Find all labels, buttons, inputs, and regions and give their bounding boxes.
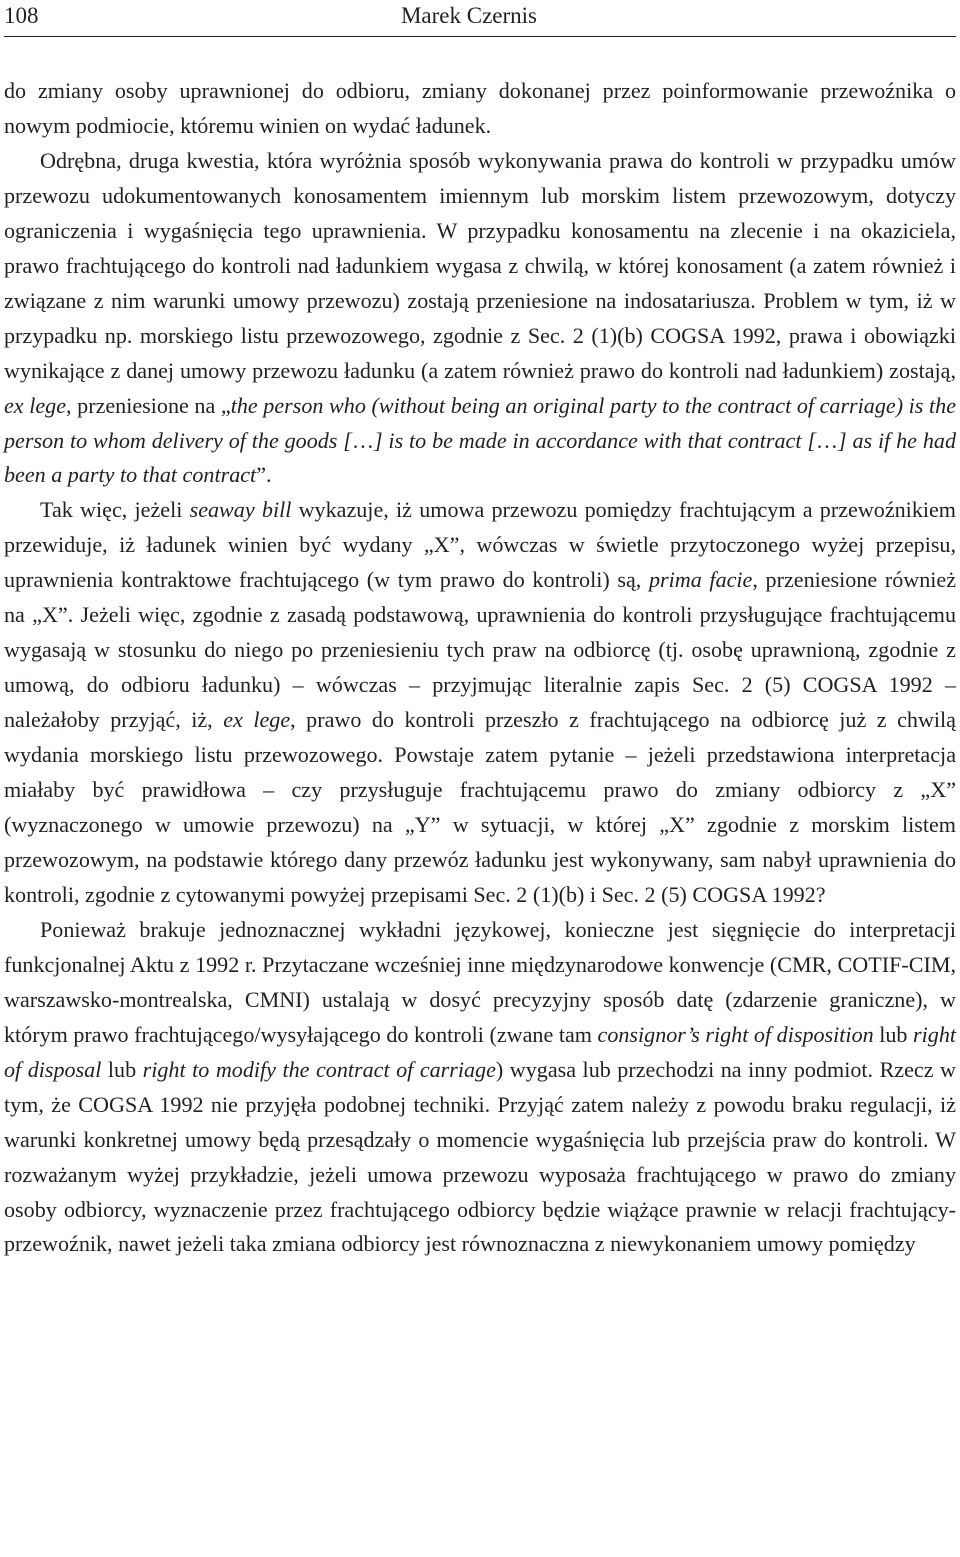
text-run: lub — [101, 1056, 143, 1082]
text-run: … — [815, 427, 839, 453]
paragraph — [4, 144, 956, 494]
italic-text: prima facie — [648, 567, 753, 593]
body-text — [4, 74, 956, 1262]
running-head — [4, 0, 956, 37]
text-run: Ponieważ brakuje jednoznacznej wykładni językowej, konieczne jest sięgnięcie do interpretacji funkcjonalnej Aktu z 1992 r. Przytaczane wcześniej inne międzynarodowe konwencje (CMR, COTIF-CIM, warszawsko-montrealska, CMNI) ustalają w dosyć precyzyjny sposób datę (zdarzenie graniczne), w którym prawo frachtującego/wysyłającego do kontroli (zwane tam — [4, 916, 956, 1047]
running-title: Marek Czernis — [400, 3, 538, 28]
italic-text: ex lege — [4, 392, 67, 418]
text-run: … — [351, 427, 374, 453]
italic-text: seaway bill — [189, 497, 292, 523]
text-run: , przeniesione również na „X”. Jeżeli więc, zgodnie z zasadą podstawową, uprawnienia do kontroli przysługujące frachtującemu wygasają w stosunku do niego po przeniesieniu tych praw na odbiorcę (tj. osobę uprawnioną, zgodnie z umową, do odbioru ładunku) – wówczas – przyjmując literalnie zapis Sec. 2 (5) COGSA 1992 – należałoby przyjąć, iż, — [4, 567, 957, 733]
text-run: , przeniesione na „ — [66, 392, 231, 418]
italic-text: ex lege — [223, 707, 291, 733]
text-run: ) wygasa lub przechodzi na inny podmiot. Rzecz w tym, że COGSA 1992 nie przyjęła podobnej techniki. Przyjąć zatem należy z powodu braku regulacji, iż warunki konkretnej umowy będą przesądzały o momencie wygaśnięcia lub przejścia praw do kontroli. W rozważanym wyżej przykładzie, jeżeli umowa przewozu wyposaża frachtującego w prawo do zmiany osoby odbiorcy, wyznaczenie przez frachtującego odbiorcy będzie wiążące prawnie w relacji frachtujący-przewoźnik, nawet jeżeli taka zmiana odbiorcy jest równoznaczna z niewykonaniem umowy pomiędzy — [4, 1056, 956, 1257]
paragraph — [4, 74, 956, 144]
page-number: 108 — [4, 3, 39, 28]
italic-text: ] as if he had been a party to that contract — [4, 427, 956, 488]
text-run: lub — [873, 1021, 914, 1047]
text-run: wykazuje, iż umowa przewozu pomiędzy frachtującym a przewoźnikiem przewiduje, iż ładunek winien być wydany „X”, wówczas w świetle przytoczonego wyżej przepisu, uprawnienia kontraktowe frachtującego (w tym prawo do kontroli) są, — [4, 497, 956, 593]
italic-text: right to modify the contract of carriage — [142, 1056, 496, 1082]
paragraph — [4, 913, 956, 1263]
italic-text: consignor’s right of disposition — [597, 1021, 874, 1047]
text-run: Odrębna, druga kwestia, która wyróżnia sposób wykonywania prawa do kontroli w przypadku umów przewozu udokumentowanych konosamentem imiennym lub morskim listem przewozowym, dotyczy ograniczenia i wygaśnięcia tego uprawnienia. W przypadku konosamentu na zlecenie i na okaziciela, prawo frachtującego do kontroli nad ładunkiem wygasa z chwilą, w której konosament (a zatem również i związane z nim warunki umowy przewozu) zostają przeniesione na indosatariusza. Problem w tym, iż w przypadku np. morskiego listu przewozowego, zgodnie z Sec. 2 (1)(b) COGSA 1992, prawa i obowiązki wynikające z danej umowy przewozu ładunku (a zatem również prawo do kontroli nad ładunkiem) zostają, — [4, 147, 956, 383]
text-run: ”. — [256, 462, 272, 488]
text-run: Tak więc, jeżeli — [40, 497, 190, 523]
italic-text: right of disposal — [4, 1021, 956, 1082]
italic-text: ] is to be made in accordance with that contract [ — [373, 427, 816, 453]
italic-text: the person who (without being an original party to the contract of carriage) is the person to whom delivery of the goods [ — [4, 392, 956, 453]
paragraph — [4, 493, 956, 912]
text-run: do zmiany osoby uprawnionej do odbioru, zmiany dokonanej przez poinformowanie przewoźnika o nowym podmiocie, któremu winien on wydać ładunek. — [4, 78, 956, 138]
text-run: , prawo do kontroli przeszło z frachtującego na odbiorcę już z chwilą wydania morskiego listu przewozowego. Powstaje zatem pytanie – jeżeli przedstawiona interpretacja miałaby być prawidłowa – czy przysługuje frachtującemu prawo do zmiany odbiorcy z „X” (wyznaczonego w umowie przewozu) na „Y” w sytuacji, w której „X” zgodnie z morskim listem przewozowym, na podstawie którego dany przewóz ładunku jest wykonywany, sam nabył uprawnienia do kontroli, zgodnie z cytowanymi powyżej przepisami Sec. 2 (1)(b) i Sec. 2 (5) COGSA 1992? — [4, 707, 956, 907]
